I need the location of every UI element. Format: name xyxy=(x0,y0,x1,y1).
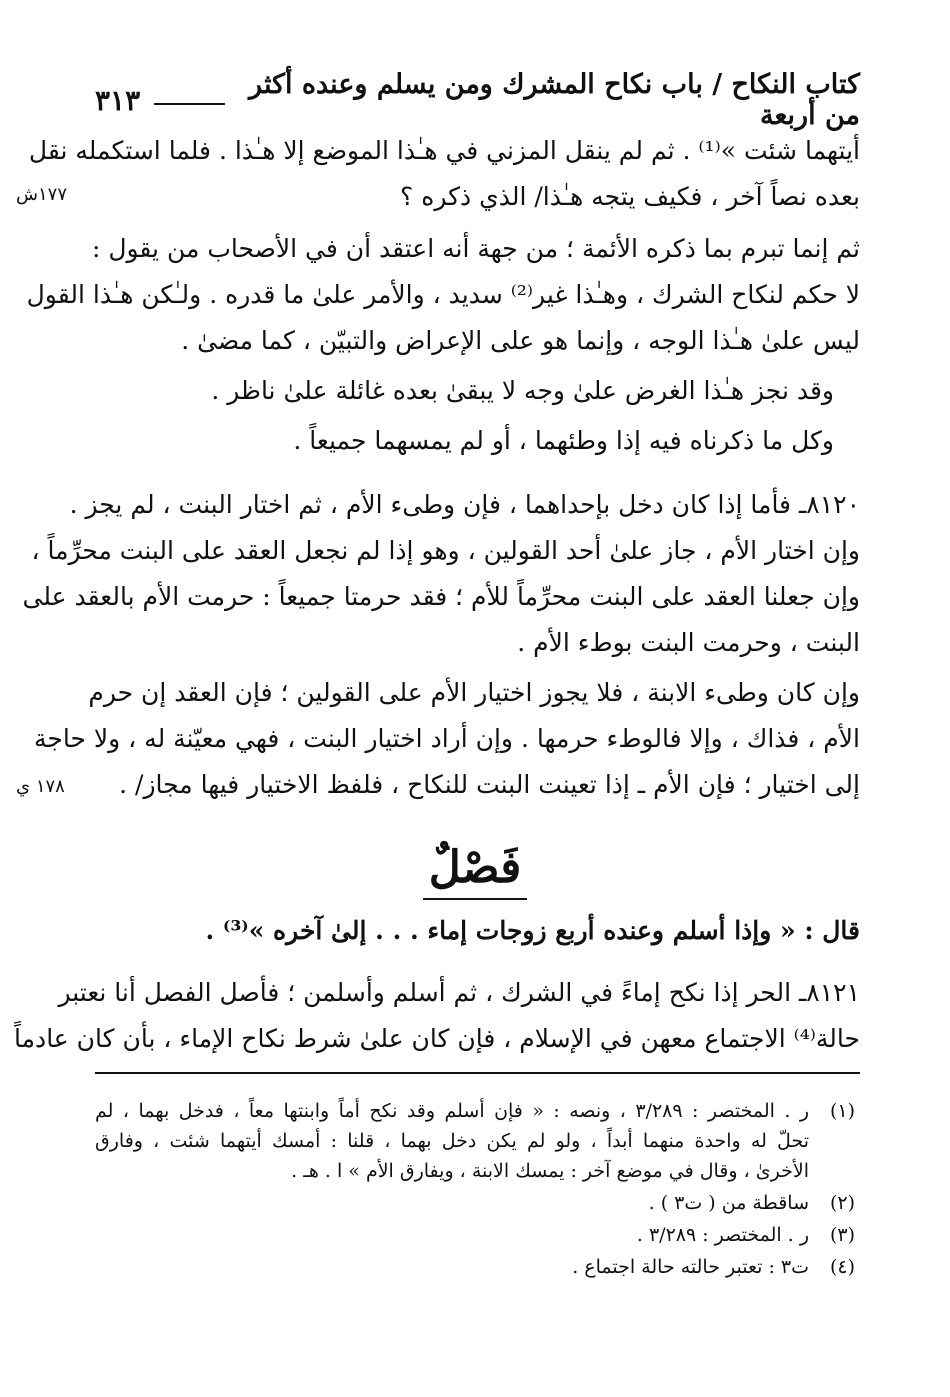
text-line: وإن جعلنا العقد على البنت محرِّماً للأم ؛ فقد حرمتا جميعاً : حرمت الأم بالعقد على xyxy=(22,582,860,611)
footnote-4 xyxy=(95,1252,855,1282)
qal-line xyxy=(95,908,860,954)
footnote-line: الأخرىٰ ، وقال في موضع آخر : يمسك الابنة ، ويفارق الأم » ا . هـ . xyxy=(291,1160,809,1182)
footnote-line: تحلّ له واحدة منهما أبداً ، ولو لم يكن دخل بهما ، قلنا : أمسك أيتهما شئت ، وفارق xyxy=(95,1130,809,1152)
text-line: إلى اختيار ؛ فإن الأم ـ إذا تعينت البنت للنكاح ، فلفظ الاختيار فيها مجاز/ . xyxy=(119,770,860,799)
text-line: ٨١٢١ـ الحر إذا نكح إماءً في الشرك ، ثم أسلم وأسلمن ؛ فأصل الفصل أنا نعتبر xyxy=(58,978,860,1007)
margin-note-177: ١٧٧ش xyxy=(16,184,67,205)
text-line: أيتهما شئت »⁽¹⁾ . ثم لم ينقل المزني في هـٰذا الموضع إلا هـٰذا . فلما استكمله نقل xyxy=(28,136,860,165)
text-line: وقد نجز هـٰذا الغرض علىٰ وجه لا يبقىٰ بعده غائلة علىٰ ناظر . xyxy=(211,376,834,405)
footnote-line: ت٣ : تعتبر حالته حالة اجتماع . xyxy=(572,1256,809,1278)
paragraph-8120 xyxy=(22,482,860,666)
footnote-1 xyxy=(95,1096,855,1186)
header-rule xyxy=(154,103,225,105)
footnote-line: ساقطة من ( ت٣ ) . xyxy=(648,1192,809,1214)
text-line: قال : « وإذا أسلم وعنده أربع زوجات إماء . . . إلىٰ آخره »⁽³⁾ . xyxy=(205,916,860,945)
header-title: كتاب النكاح / باب نكاح المشرك ومن يسلم وعنده أكثر من أربعة xyxy=(249,69,860,131)
text-line: حالة⁽⁴⁾ الاجتماع معهن في الإسلام ، فإن كان علىٰ شرط نكاح الإماء ، بأن كان عادماً xyxy=(14,1024,860,1053)
paragraph-3 xyxy=(95,368,860,414)
text-line: ثم إنما تبرم بما ذكره الأئمة ؛ من جهة أنه اعتقد أن في الأصحاب من يقول : xyxy=(91,234,860,263)
text-line: الأم ، فذاك ، وإلا فالوطء حرمها . وإن أراد اختيار البنت ، فهي معيّنة له ، ولا حاجة xyxy=(34,724,860,753)
footnote-number: (٤) xyxy=(829,1256,855,1278)
footnote-number: (١) xyxy=(829,1100,855,1122)
running-header xyxy=(95,69,860,131)
text-line: ٨١٢٠ـ فأما إذا كان دخل بإحداهما ، فإن وطىء الأم ، ثم اختار البنت ، لم يجز . xyxy=(69,490,860,519)
text-line: بعده نصاً آخر ، فكيف يتجه هـٰذا/ الذي ذكره ؟ xyxy=(400,182,860,211)
footnote-number: (٢) xyxy=(829,1192,855,1214)
footnotes xyxy=(95,1096,855,1282)
footnote-line: ر . المختصر : ٣/٢٨٩ . xyxy=(636,1224,809,1246)
footnote-3 xyxy=(95,1220,855,1250)
fasl-ornament: فَصْلٌ xyxy=(423,838,528,900)
footnote-separator xyxy=(95,1072,860,1074)
paragraph-8121 xyxy=(14,970,860,1062)
footnote-2 xyxy=(95,1188,855,1218)
footnote-number: (٣) xyxy=(829,1224,855,1246)
paragraph-2 xyxy=(26,226,860,364)
page-number: ٣١٣ xyxy=(95,83,141,117)
text-line: وإن كان وطىء الابنة ، فلا يجوز اختيار الأم على القولين ؛ فإن العقد إن حرم xyxy=(88,678,860,707)
text-line: وكل ما ذكرناه فيه إذا وطئهما ، أو لم يمسهما جميعاً . xyxy=(293,426,834,455)
footnote-line: ر . المختصر : ٣/٢٨٩ ، ونصه : « فإن أسلم وقد نكح أماً وابنتها معاً ، فدخل بهما ، لم xyxy=(95,1100,809,1122)
section-heading-fasl xyxy=(0,838,950,900)
paragraph-4 xyxy=(95,418,860,464)
text-line: وإن اختار الأم ، جاز علىٰ أحد القولين ، وهو إذا لم نجعل العقد على البنت محرِّماً ، xyxy=(31,536,860,565)
margin-note-178: ١٧٨ ي xyxy=(16,776,65,797)
text-line: ليس علىٰ هـٰذا الوجه ، وإنما هو على الإعراض والتبيّن ، كما مضىٰ . xyxy=(181,326,860,355)
text-line: لا حكم لنكاح الشرك ، وهـٰذا غير⁽²⁾ سديد ، والأمر علىٰ ما قدره . ولـٰكن هـٰذا القول xyxy=(26,280,860,309)
text-line: البنت ، وحرمت البنت بوطء الأم . xyxy=(517,628,860,657)
